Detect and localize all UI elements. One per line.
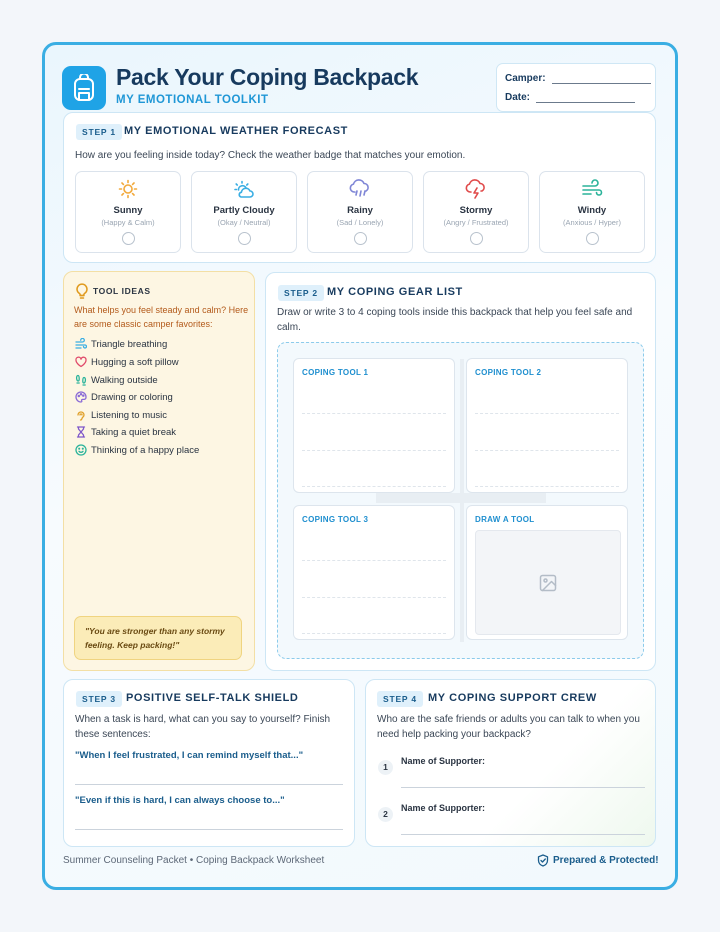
write-line [302, 560, 446, 561]
supporter-name-field-2[interactable] [401, 834, 645, 835]
date-field[interactable] [536, 93, 635, 103]
supporter-label: Name of Supporter: [401, 756, 486, 766]
footer-badge [537, 854, 659, 867]
idea-label: Listening to music [91, 409, 168, 421]
write-line [302, 413, 446, 414]
idea-item [75, 391, 173, 403]
coping-tool-2-box[interactable] [466, 358, 628, 493]
weather-description: (Angry / Frustrated) [443, 218, 509, 227]
step4-badge: STEP 4 [377, 691, 423, 707]
write-line [475, 486, 619, 487]
idea-item [75, 409, 167, 421]
idea-item [75, 426, 176, 438]
supporter-name-field-1[interactable] [401, 787, 645, 788]
camper-label: Camper: [505, 73, 546, 84]
drawing-area[interactable] [475, 530, 621, 635]
coping-tool-label: COPING TOOL 3 [302, 515, 369, 524]
weather-radio[interactable] [586, 232, 599, 245]
idea-label: Taking a quiet break [91, 426, 177, 438]
draw-a-tool-box[interactable] [466, 505, 628, 640]
idea-item [75, 374, 158, 386]
weather-name: Sunny [113, 205, 143, 216]
weather-radio[interactable] [470, 232, 483, 245]
write-line [302, 633, 446, 634]
sun-icon [76, 179, 180, 199]
weather-radio[interactable] [354, 232, 367, 245]
image-icon [538, 573, 558, 593]
encouragement-quote: "You are stronger than any stormy feeling. Keep packing!" [74, 616, 242, 660]
palette-icon [75, 391, 87, 403]
write-line [475, 413, 619, 414]
coping-tool-label: COPING TOOL 2 [475, 368, 542, 377]
cloud-sun-icon [192, 179, 296, 199]
wind-icon [540, 179, 644, 199]
weather-option-partly-cloudy[interactable] [191, 171, 297, 253]
weather-radio[interactable] [122, 232, 135, 245]
idea-item [75, 338, 167, 350]
idea-item [75, 356, 179, 368]
supporter-number: 1 [378, 760, 393, 775]
page-title: Pack Your Coping Backpack [116, 64, 419, 90]
step3-title: POSITIVE SELF-TALK SHIELD [126, 692, 299, 704]
weather-option-sunny[interactable] [75, 171, 181, 253]
step1-badge: STEP 1 [76, 124, 122, 140]
backpack-seam [376, 493, 546, 503]
idea-label: Drawing or coloring [91, 391, 173, 403]
answer-line-2[interactable] [75, 829, 343, 830]
weather-description: (Anxious / Hyper) [563, 218, 621, 227]
idea-label: Walking outside [91, 374, 158, 386]
tool-ideas-title: TOOL IDEAS [93, 286, 151, 296]
answer-line-1[interactable] [75, 784, 343, 785]
coping-tool-1-box[interactable] [293, 358, 455, 493]
step1-instruction: How are you feeling inside today? Check the weather badge that matches your emotion. [75, 150, 466, 161]
camper-name-field[interactable] [552, 74, 651, 84]
step2-badge: STEP 2 [278, 285, 324, 301]
step2-instruction: Draw or write 3 to 4 coping tools inside this backpack that help you feel safe and calm. [277, 307, 633, 333]
weather-description: (Happy & Calm) [101, 218, 155, 227]
coping-tool-label: COPING TOOL 1 [302, 368, 369, 377]
write-line [475, 450, 619, 451]
smile-icon [75, 444, 87, 456]
headphones-icon [75, 409, 87, 421]
weather-radio[interactable] [238, 232, 251, 245]
tool-ideas-panel [63, 271, 255, 671]
coping-tool-label: DRAW A TOOL [475, 515, 535, 524]
idea-label: Hugging a soft pillow [91, 356, 179, 368]
idea-label: Thinking of a happy place [91, 444, 200, 456]
write-line [302, 597, 446, 598]
step4-title: MY COPING SUPPORT CREW [428, 692, 597, 704]
weather-option-windy[interactable] [539, 171, 645, 253]
hourglass-icon [75, 426, 87, 438]
date-label: Date: [505, 92, 531, 103]
weather-option-stormy[interactable] [423, 171, 529, 253]
footer-caption: Summer Counseling Packet • Coping Backpack Worksheet [63, 855, 325, 866]
weather-option-rainy[interactable] [307, 171, 413, 253]
coping-tool-3-box[interactable] [293, 505, 455, 640]
supporter-number: 2 [378, 807, 393, 822]
write-line [302, 486, 446, 487]
step2-title: MY COPING GEAR LIST [327, 286, 463, 298]
idea-label: Triangle breathing [91, 338, 168, 350]
supporter-label: Name of Supporter: [401, 803, 486, 813]
shield-check-icon [537, 854, 549, 867]
step4-instruction: Who are the safe friends or adults you can talk to when you need help packing your backpack? [377, 714, 640, 740]
page-subtitle: MY EMOTIONAL TOOLKIT [116, 94, 269, 106]
step1-title: MY EMOTIONAL WEATHER FORECAST [124, 125, 348, 137]
camper-info-box [496, 63, 656, 112]
step3-instruction: When a task is hard, what can you say to yourself? Finish these sentences: [75, 714, 331, 740]
weather-name: Windy [577, 205, 607, 216]
weather-description: (Sad / Lonely) [336, 218, 384, 227]
footprints-icon [75, 374, 87, 386]
wind-icon [75, 338, 87, 350]
step3-badge: STEP 3 [76, 691, 122, 707]
rain-icon [308, 179, 412, 199]
weather-name: Rainy [347, 205, 373, 216]
weather-name: Partly Cloudy [213, 205, 275, 216]
footer-badge-label: Prepared & Protected! [553, 855, 659, 866]
weather-description: (Okay / Neutral) [217, 218, 271, 227]
write-line [302, 450, 446, 451]
lightbulb-icon [75, 283, 89, 304]
self-talk-prompt-2: "Even if this is hard, I can always choose to..." [75, 795, 285, 806]
idea-item [75, 444, 199, 456]
backpack-icon [62, 66, 106, 110]
tool-ideas-intro: What helps you feel steady and calm? Here are some classic camper favorites: [74, 305, 249, 329]
weather-name: Stormy [459, 205, 493, 216]
self-talk-prompt-1: "When I feel frustrated, I can remind myself that..." [75, 750, 304, 761]
storm-icon [424, 179, 528, 199]
heart-icon [75, 356, 87, 368]
